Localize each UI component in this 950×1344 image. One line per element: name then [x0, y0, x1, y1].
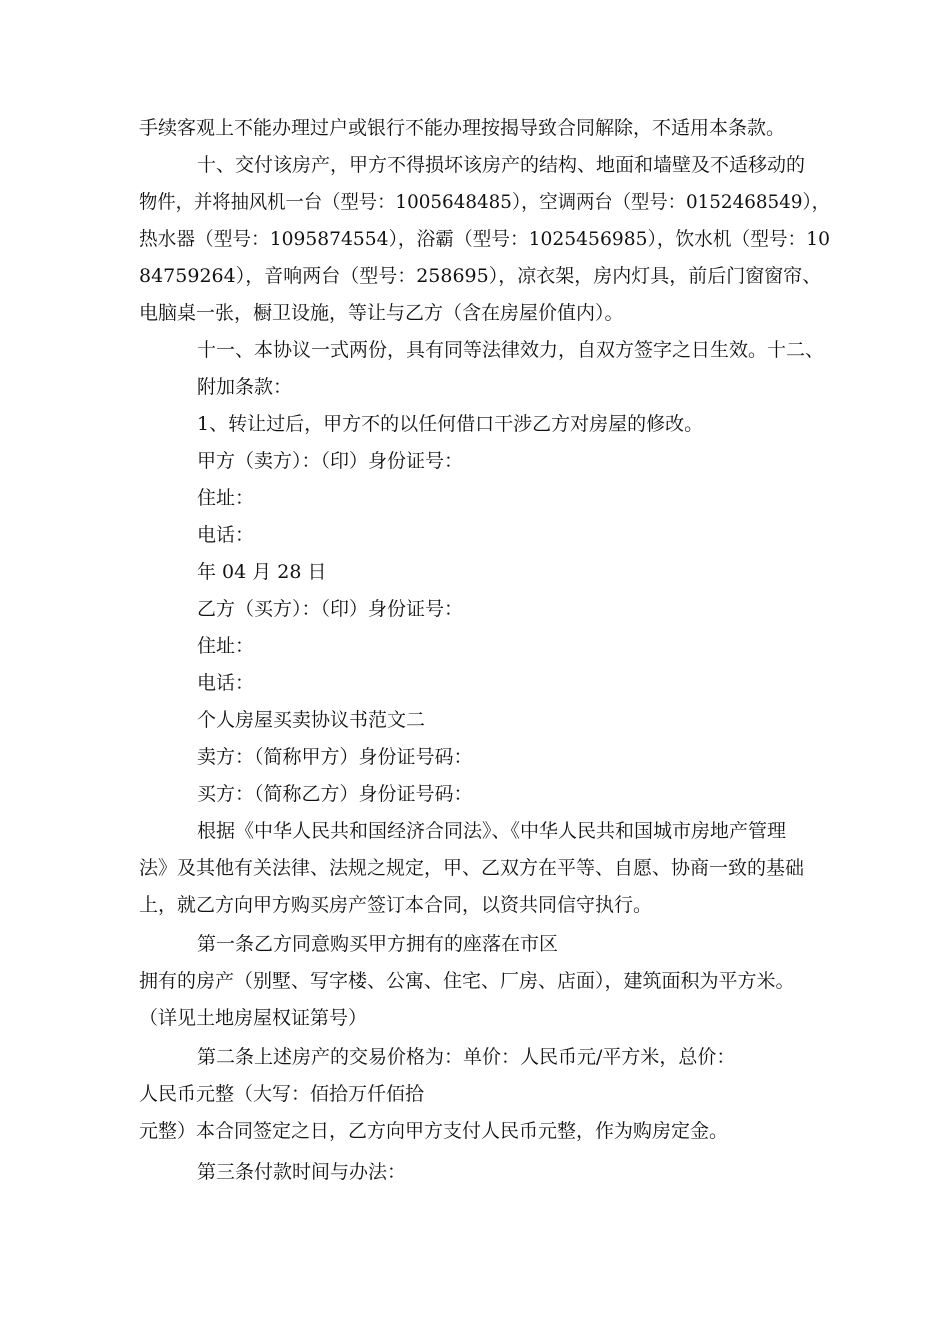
text-line: 第三条付款时间与办法：: [197, 1161, 407, 1183]
text-line: 法》及其他有关法律、法规之规定，甲、乙双方在平等、自愿、协商一致的基础: [139, 857, 805, 879]
text-line: 十一、本协议一式两份，具有同等法律效力，自双方签字之日生效。十二、: [197, 339, 825, 361]
section-heading: 个人房屋买卖协议书范文二: [197, 709, 426, 731]
text-line: 人民币元整（大写：佰拾万仟佰拾: [139, 1083, 425, 1105]
text-line: 电话：: [197, 524, 255, 546]
text-line: 上，就乙方向甲方购买房产签订本合同，以资共同信守执行。: [139, 894, 653, 916]
text-line: 卖方：（简称甲方）身份证号码：: [197, 746, 473, 768]
text-line: 十、交付该房产，甲方不得损坏该房产的结构、地面和墙壁及不适移动的: [197, 154, 806, 176]
text-line: 1、转让过后，甲方不的以任何借口干涉乙方对房屋的修改。: [197, 413, 704, 435]
text-line: 年 04 月 28 日: [197, 561, 327, 583]
text-line: （详见土地房屋权证第号）: [139, 1007, 368, 1029]
text-line: 乙方（买方）：（印）身份证号：: [197, 598, 464, 620]
text-line: 第二条上述房产的交易价格为：单价：人民币元/平方米，总价：: [197, 1046, 736, 1068]
text-line: 附加条款：: [197, 376, 293, 398]
text-line: 元整）本合同签定之日，乙方向甲方支付人民币元整，作为购房定金。: [139, 1120, 729, 1142]
text-line: 手续客观上不能办理过户或银行不能办理按揭导致合同解除，不适用本条款。: [139, 117, 786, 139]
text-line: 甲方（卖方）：（印）身份证号：: [197, 450, 464, 472]
text-line: 电话：: [197, 672, 255, 694]
text-line: 拥有的房产（别墅、写字楼、公寓、住宅、厂房、店面），建筑面积为平方米。: [139, 970, 795, 992]
text-line: 第一条乙方同意购买甲方拥有的座落在市区: [197, 933, 559, 955]
text-line: 住址：: [197, 487, 255, 509]
text-line: 84759264），音响两台（型号：258695），凉衣架，房内灯具，前后门窗窗帘、: [139, 265, 822, 287]
text-line: 买方：（简称乙方）身份证号码：: [197, 783, 473, 805]
text-line: 根据《中华人民共和国经济合同法》、《中华人民共和国城市房地产管理: [197, 820, 787, 842]
text-line: 电脑桌一张，橱卫设施，等让与乙方（含在房屋价值内）。: [139, 302, 624, 324]
text-line: 住址：: [197, 635, 255, 657]
text-line: 物件，并将抽风机一台（型号：1005648485），空调两台（型号：0152468549），: [139, 191, 830, 213]
text-line: 热水器（型号：1095874554），浴霸（型号：1025456985），饮水机（型号：10: [139, 228, 831, 250]
